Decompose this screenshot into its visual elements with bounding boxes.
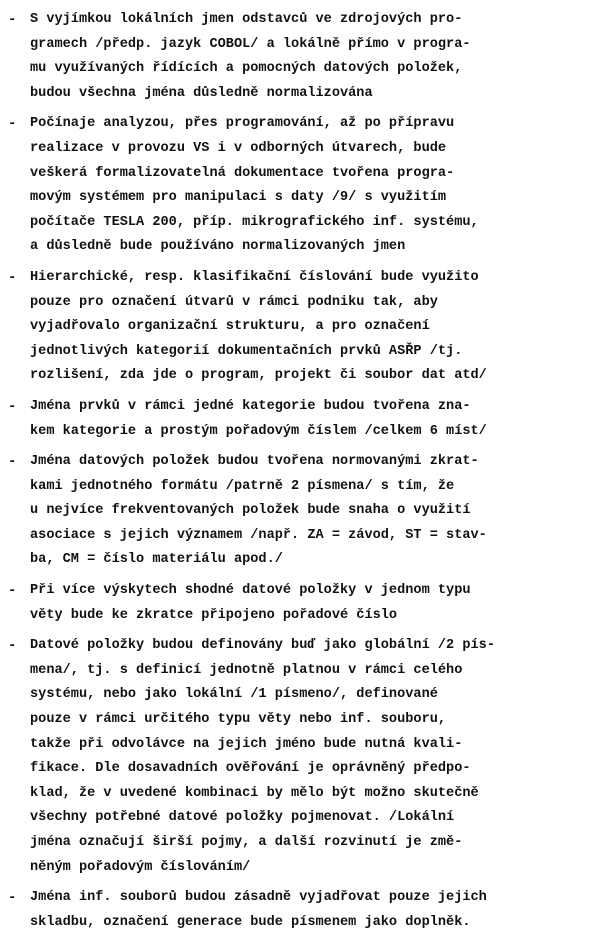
list-item-text [30,266,593,389]
list-item-text [30,634,593,880]
text-line: mena/, tj. s definicí jednotně platnou v rámci celého [30,662,463,678]
list-item-text [30,579,593,628]
list-item-text [30,8,593,106]
list-item [8,8,593,106]
text-line: Hierarchické, resp. klasifikační číslování bude využito [30,269,479,285]
text-line: realizace v provozu VS i v odborných útvarech, bude [30,140,447,156]
list-item-text [30,112,593,260]
text-line: asociace s jejich významem /např. ZA = závod, ST = stav- [30,527,487,543]
text-line: systému, nebo jako lokální /1 písmeno/, definované [30,687,438,703]
text-line: takže při odvolávce na jejich jméno bude nutná kvali- [30,736,463,752]
list-bullet: - [8,583,17,600]
list-bullet: - [8,398,17,415]
text-line: klad, že v uvedené kombinaci by mělo být možno skutečně [30,785,479,801]
text-line: jména označují širší pojmy, a další rozvinutí je změ- [30,835,463,850]
list-bullet: - [8,269,17,286]
text-line: kem kategorie a prostým pořadovým číslem /celkem 6 míst/ [30,423,487,439]
text-line: fikace. Dle dosavadních ověřování je oprávněný předpo- [30,761,471,777]
list-item-text [30,450,593,573]
text-line: mu využívaných řídících a pomocných datových položek, [30,61,463,77]
text-line: skladbu, označení generace bude písmenem jako doplněk. [30,914,471,930]
text-line: budou všechna jména důsledně normalizována [30,85,373,101]
text-line: Jména inf. souborů budou zásadně vyjadřovat pouze jejich [30,890,487,906]
list-item [8,112,593,260]
text-line: ba, CM = číslo materiálu apod./ [30,552,283,568]
text-line: gramech /předp. jazyk COBOL/ a lokálně přímo v progra- [30,36,471,52]
text-line: počítače TESLA 200, příp. mikrografického inf. systému, [30,214,479,230]
text-line: něným pořadovým číslováním/ [30,859,251,875]
list-bullet: - [8,890,17,907]
text-line: jednotlivých kategorií dokumentačních prvků ASŘP /tj. [30,343,463,359]
list-item [8,395,593,444]
text-line: pouze pro označení útvarů v rámci podniku tak, aby [30,294,438,310]
text-line: kami jednotného formátu /patrně 2 písmena/ s tím, že [30,478,455,494]
text-line: všechny potřebné datové položky pojmenovat. /Lokální [30,810,455,826]
list-item [8,579,593,628]
text-line: movým systémem pro manipulaci s daty /9/ s využitím [30,190,447,206]
list-item [8,886,593,935]
list-item-text [30,886,593,935]
text-line: věty bude ke zkratce připojeno pořadové číslo [30,607,398,623]
list-bullet: - [8,12,17,28]
text-line: Počínaje analyzou, přes programování, až po přípravu [30,116,455,132]
text-line: u nejvíce frekventovaných položek bude snaha o využití [30,503,471,519]
text-line: a důsledně bude používáno normalizovaných jmen [30,239,406,255]
list-item [8,450,593,573]
list-bullet: - [8,638,17,655]
list-item-text [30,395,593,444]
text-line: Jména prvků v rámci jedné kategorie budou tvořena zna- [30,398,471,414]
text-line: pouze v rámci určitého typu věty nebo inf. souboru, [30,712,447,728]
text-line: vyjadřovalo organizační strukturu, a pro označení [30,319,430,335]
text-line: rozlišení, zda jde o program, projekt či soubor dat atd/ [30,368,487,384]
text-line: Při více výskytech shodné datové položky v jednom typu [30,583,471,599]
text-line: veškerá formalizovatelná dokumentace tvořena progra- [30,165,455,181]
list-bullet: - [8,116,17,133]
text-line: Jména datových položek budou tvořena normovanými zkrat- [30,454,479,470]
text-line: Datové položky budou definovány buď jako globální /2 pís- [30,638,495,654]
list-bullet: - [8,454,17,471]
list-item [8,634,593,880]
text-line: S vyjímkou lokálních jmen odstavců ve zdrojových pro- [30,12,463,27]
list-item [8,266,593,389]
